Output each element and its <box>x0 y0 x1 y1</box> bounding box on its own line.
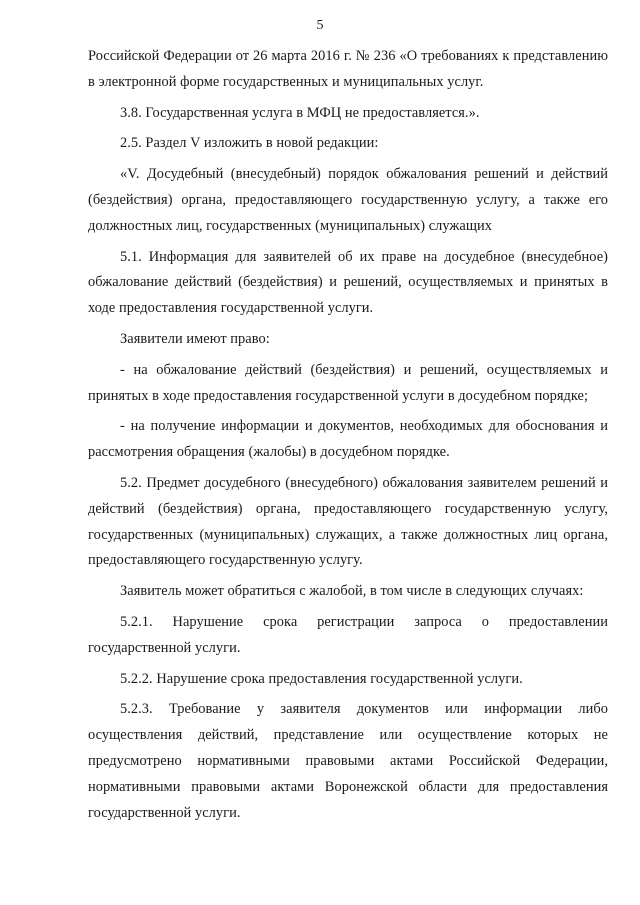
paragraph: 5.2. Предмет досудебного (внесудебного) обжалования заявителем решений и действий (бездействия) органа, предоставляющего государственную услугу, государственных (муниципальных) служащих, а также должностных лиц органа, предоставляющего государственную услугу. <box>88 474 608 569</box>
paragraph: - на получение информации и документов, необходимых для обоснования и рассмотрения обращения (жалобы) в досудебном порядке. <box>88 418 608 461</box>
paragraph: 2.5. Раздел V изложить в новой редакции: <box>120 135 379 152</box>
paragraph: 5.2.2. Нарушение срока предоставления государственной услуги. <box>120 670 523 687</box>
paragraph: Заявитель может обратиться с жалобой, в том числе в следующих случаях: <box>120 583 584 600</box>
page-number: 5 <box>316 18 324 33</box>
paragraph: 3.8. Государственная услуга в МФЦ не предоставляется.». <box>120 104 480 121</box>
paragraph: 5.2.3. Требование у заявителя документов или информации либо осуществления действий, представление или осуществление которых не предусмотрено нормативными правовыми актами Российской Федерации, нормативными правовыми актами Воронежской области для предоставления государственной услуги. <box>88 701 608 821</box>
paragraph: 5.2.1. Нарушение срока регистрации запроса о предоставлении государственной услуги. <box>88 613 608 656</box>
paragraph: «V. Досудебный (внесудебный) порядок обжалования решений и действий (бездействия) органа, предоставляющего государственную услугу, а также его должностных лиц, государственных (муниципальных) служащих <box>88 166 608 234</box>
paragraph: Заявители имеют право: <box>120 330 270 347</box>
paragraph: - на обжалование действий (бездействия) и решений, осуществляемых и принятых в ходе предоставления государственной услуги в досудебном порядке; <box>88 361 608 404</box>
document-body <box>88 44 608 831</box>
paragraph: Российской Федерации от 26 марта 2016 г. № 236 «О требованиях к представлению в электронной форме государственных и муниципальных услуг. <box>88 48 608 90</box>
paragraph: 5.1. Информация для заявителей об их праве на досудебное (внесудебное) обжалование действий (бездействия) и решений, осуществляемых и принятых в ходе предоставления государственной услуги. <box>88 248 608 317</box>
